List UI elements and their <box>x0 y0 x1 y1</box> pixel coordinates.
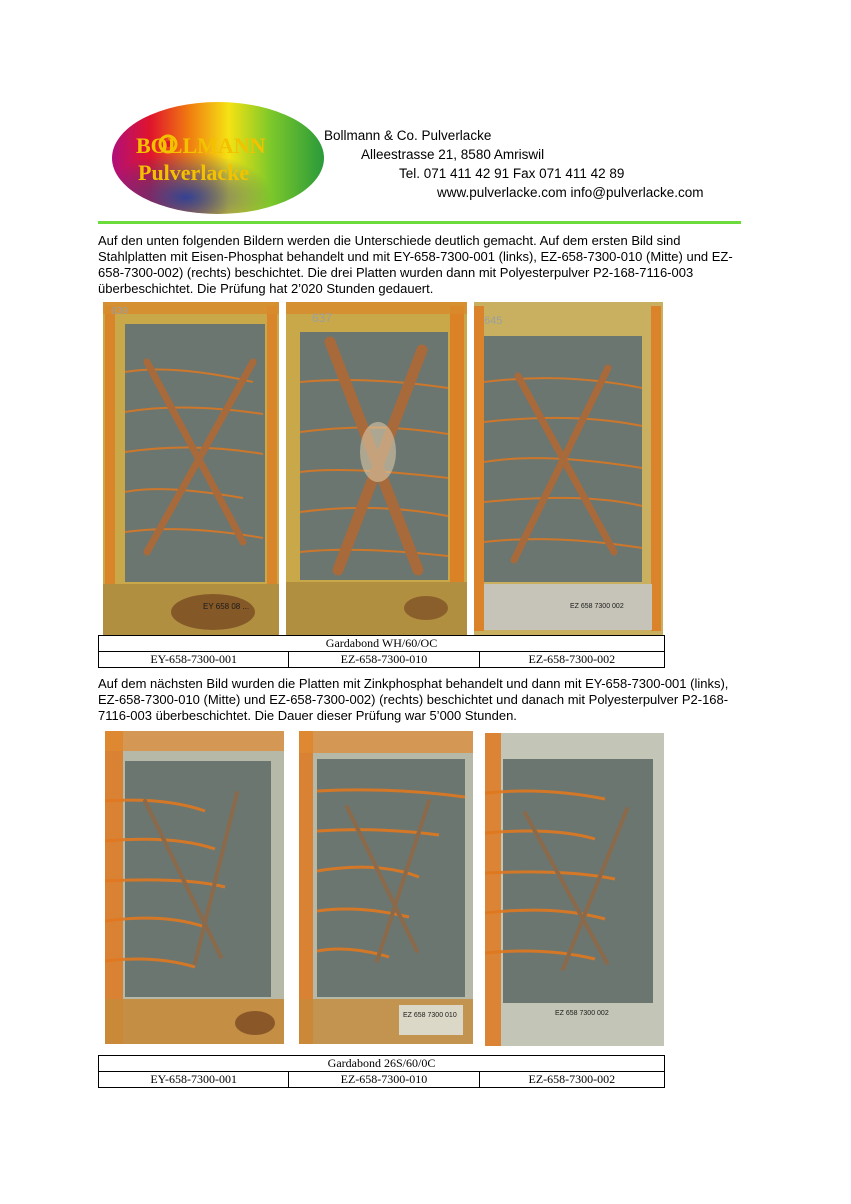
test-panel-4 <box>105 731 284 1044</box>
caption-col-right: EZ-658-7300-002 <box>479 652 664 668</box>
caption-col-middle: EZ-658-7300-010 <box>289 652 479 668</box>
caption-col-left: EY-658-7300-001 <box>99 652 289 668</box>
test-panel-5 <box>299 731 473 1044</box>
panel-1-note: EY 658 08 ... <box>203 602 250 611</box>
caption-col-left: EY-658-7300-001 <box>99 1072 289 1088</box>
test-panel-2 <box>286 302 467 635</box>
test-panel-3 <box>474 302 663 635</box>
caption-table-2 <box>98 1055 665 1088</box>
logo-text-line1: BOLLMANN <box>136 133 266 158</box>
panel-3-note: EZ 658 7300 002 <box>570 603 624 610</box>
caption-title-2: Gardabond 26S/60/0C <box>99 1056 665 1072</box>
test-panel-6 <box>485 733 664 1046</box>
company-name: Bollmann & Co. Pulverlacke <box>324 128 492 143</box>
caption-table-1 <box>98 635 665 668</box>
panel-6-note: EZ 658 7300 002 <box>555 1010 609 1017</box>
company-logo <box>110 100 326 216</box>
section1-paragraph: Auf den unten folgenden Bildern werden die Unterschiede deutlich gemacht. Auf dem ersten Bild sind Stahlplatten mit Eisen-Phosphat behandelt und mit EY-658-7300-001 (links), EZ-658-7300-010 (Mitte) und EZ-658-7300-002) (rechts) beschichtet. Die drei Platten wurden dann mit Polyesterpulver P2-168-7116-003 überbeschichtet. Die Prüfung hat 2’020 Stunden gedauert. <box>98 233 733 296</box>
caption-title-1: Gardabond WH/60/OC <box>99 636 665 652</box>
panel-5-note: EZ 658 7300 010 <box>403 1012 457 1019</box>
panel-2-label: 637 <box>312 311 333 325</box>
logo-text-line2: Pulverlacke <box>138 160 250 185</box>
panel-1-label: 639 <box>111 306 128 317</box>
panel-3-label: 645 <box>484 315 503 327</box>
test-panel-1 <box>103 302 279 635</box>
company-web: www.pulverlacke.com info@pulverlacke.com <box>437 185 704 200</box>
company-address: Alleestrasse 21, 8580 Amriswil <box>361 147 545 162</box>
company-phone: Tel. 071 411 42 91 Fax 071 411 42 89 <box>399 166 625 181</box>
header-divider <box>98 221 741 224</box>
section2-paragraph: Auf dem nächsten Bild wurden die Platten mit Zinkphosphat behandelt und dann mit EY-658-7300-001 (links), EZ-658-7300-010 (Mitte) und EZ-658-7300-002) (rechts) beschichtet und danach mit Polyesterpulver P2-168-7116-003 überbeschichtet. Die Dauer dieser Prüfung war 5’000 Stunden. <box>98 676 729 723</box>
caption-col-middle: EZ-658-7300-010 <box>289 1072 479 1088</box>
caption-col-right: EZ-658-7300-002 <box>479 1072 664 1088</box>
